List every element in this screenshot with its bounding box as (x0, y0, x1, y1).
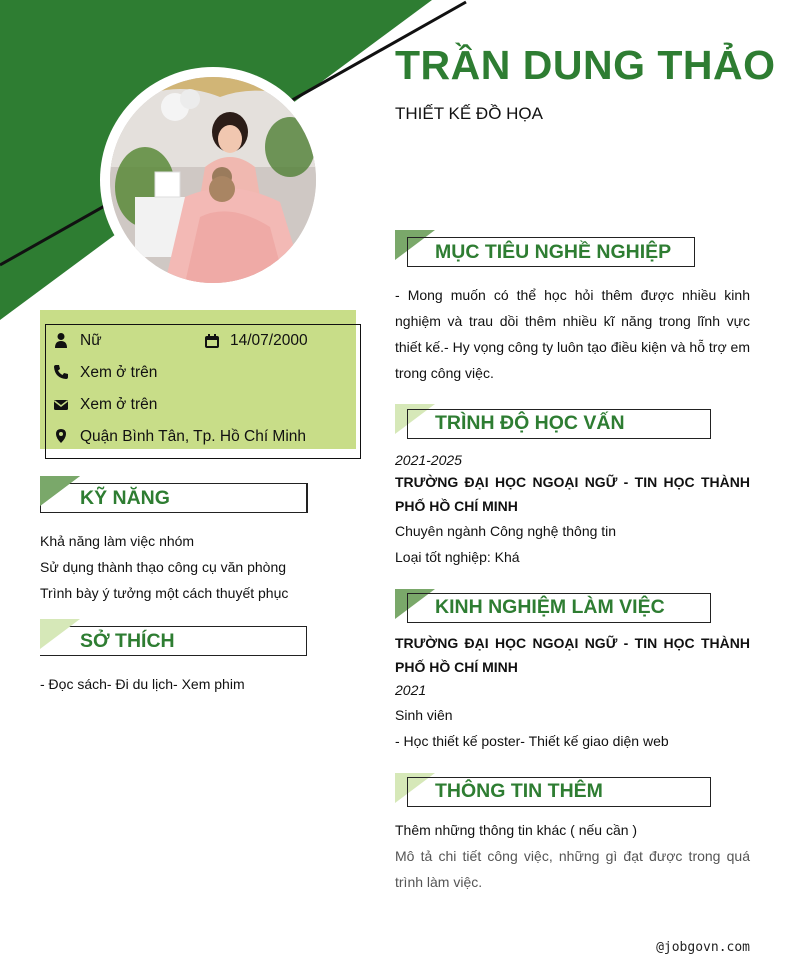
objective-title: MỤC TIÊU NGHỀ NGHIỆP (435, 241, 672, 263)
gender-value: Nữ (80, 332, 102, 349)
skill-item: Khả năng làm việc nhóm (40, 533, 195, 549)
education-grade: Loại tốt nghiệp: Khá (395, 549, 520, 565)
footer-watermark: @jobgovn.com (656, 940, 750, 955)
education-title: TRÌNH ĐỘ HỌC VẤN (435, 412, 625, 434)
phone-icon (53, 364, 69, 380)
skill-item: Trình bày ý tưởng một cách thuyết phục (40, 585, 289, 601)
skills-section-marker-shape (40, 476, 80, 506)
education-major: Chuyên ngành Công nghệ thông tin (395, 523, 617, 539)
profile-photo-illustration (110, 77, 316, 283)
calendar-icon (204, 333, 220, 349)
job-title: THIẾT KẾ ĐỒ HỌA (395, 104, 543, 123)
education-school: TRƯỜNG ĐẠI HỌC NGOẠI NGỮ - TIN HỌC THÀNH PHỐ HỒ CHÍ MINH (395, 474, 750, 514)
user-icon (53, 332, 69, 348)
profile-photo-frame (100, 67, 326, 293)
education-period: 2021-2025 (395, 452, 462, 468)
hobbies-section-marker (40, 619, 80, 649)
phone-value: Xem ở trên (80, 364, 158, 381)
experience-company: TRƯỜNG ĐẠI HỌC NGOẠI NGỮ - TIN HỌC THÀNH PHỐ HỒ CHÍ MINH (395, 635, 750, 675)
experience-year: 2021 (395, 682, 427, 698)
additional-line1: Thêm những thông tin khác ( nếu cần ) (395, 822, 638, 838)
email-value: Xem ở trên (80, 396, 158, 413)
additional-line2: Mô tả chi tiết công việc, những gì đạt được trong quá trình làm việc. (395, 848, 750, 890)
skills-title: KỸ NĂNG (80, 487, 170, 509)
skill-item: Sử dụng thành thạo công cụ văn phòng (40, 559, 287, 575)
hobbies-text: - Đọc sách- Đi du lịch- Xem phim (40, 676, 245, 692)
objective-text: - Mong muốn có thể học hỏi thêm được nhiều kinh nghiệm và trau dồi thêm nhiều kĩ năng trong lĩnh vực thiết kế.- Hy vọng công ty luôn tạo điều kiện và hỗ trợ em trong công việc. (395, 287, 750, 381)
profile-photo (110, 77, 316, 283)
experience-title: KINH NGHIỆM LÀM VIỆC (435, 596, 665, 618)
location-pin-icon (53, 428, 69, 444)
birthdate-value: 14/07/2000 (230, 332, 308, 349)
experience-detail: - Học thiết kế poster- Thiết kế giao diện web (395, 733, 669, 749)
candidate-name: TRẦN DUNG THẢO (395, 42, 776, 88)
envelope-icon (53, 397, 69, 413)
additional-title: THÔNG TIN THÊM (435, 780, 603, 802)
address-value: Quận Bình Tân, Tp. Hồ Chí Minh (80, 428, 307, 445)
hobbies-title: SỞ THÍCH (80, 630, 175, 652)
experience-role: Sinh viên (395, 707, 453, 723)
